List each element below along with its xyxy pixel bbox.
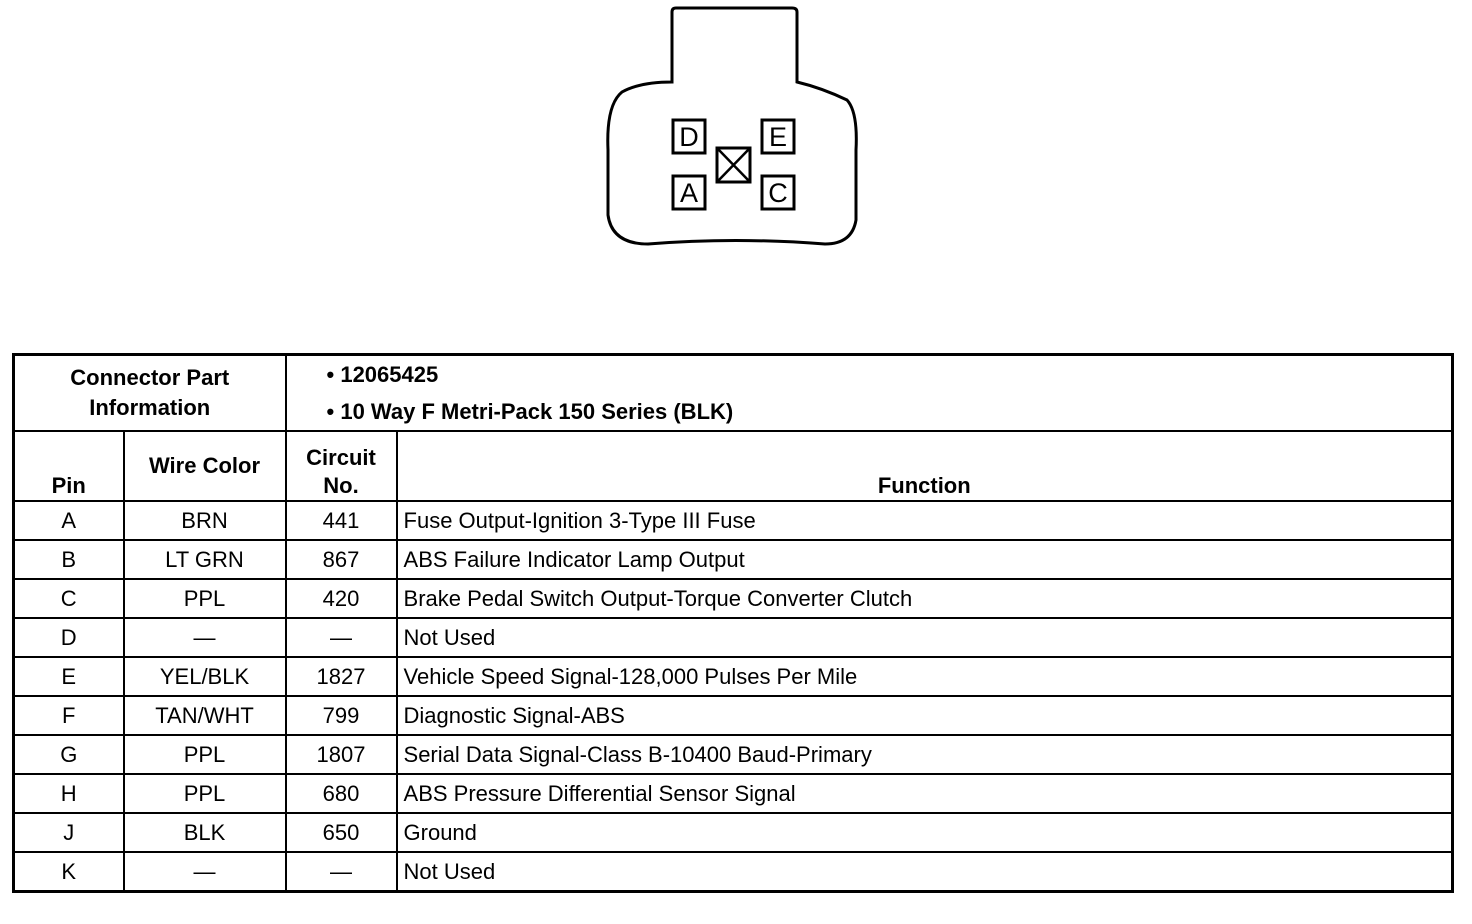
table-row [14, 813, 1453, 852]
table-row [14, 852, 1453, 892]
function-cell: Vehicle Speed Signal-128,000 Pulses Per Mile [397, 657, 1453, 696]
circuit-cell: 1827 [286, 657, 397, 696]
wire-color-cell: — [124, 852, 286, 892]
circuit-cell: 680 [286, 774, 397, 813]
pin-rows [14, 501, 1453, 892]
wire-color-cell: TAN/WHT [124, 696, 286, 735]
function-cell: Brake Pedal Switch Output-Torque Converter Clutch [397, 579, 1453, 618]
pin-label-d: D [679, 122, 699, 152]
wire-color-cell: YEL/BLK [124, 657, 286, 696]
header-wire-color: Wire Color [124, 431, 286, 501]
connector-diagram [0, 0, 1472, 300]
pin-cell: J [14, 813, 124, 852]
pin-label-c: C [768, 178, 788, 208]
circuit-cell: 1807 [286, 735, 397, 774]
connector-outline [608, 8, 857, 244]
header-circuit: Circuit No. [286, 431, 397, 501]
pin-cavity-e [762, 120, 794, 153]
function-cell: Not Used [397, 618, 1453, 657]
circuit-cell: 420 [286, 579, 397, 618]
part-info-row [14, 355, 1453, 432]
table-row [14, 735, 1453, 774]
circuit-cell: 650 [286, 813, 397, 852]
function-cell: Diagnostic Signal-ABS [397, 696, 1453, 735]
table-row [14, 657, 1453, 696]
table-row [14, 579, 1453, 618]
connector-description: • 10 Way F Metri-Pack 150 Series (BLK) [326, 399, 734, 424]
part-number: • 12065425 [326, 362, 439, 387]
pin-cell: F [14, 696, 124, 735]
pin-label-a: A [679, 178, 699, 208]
table-row [14, 618, 1453, 657]
header-row [14, 431, 1453, 501]
pinout-table [12, 353, 1454, 893]
circuit-cell: 441 [286, 501, 397, 540]
circuit-cell: — [286, 618, 397, 657]
pin-cell: E [14, 657, 124, 696]
part-info-list [286, 355, 1453, 432]
function-cell: Fuse Output-Ignition 3-Type III Fuse [397, 501, 1453, 540]
circuit-cell: 799 [286, 696, 397, 735]
function-cell: Serial Data Signal-Class B-10400 Baud-Primary [397, 735, 1453, 774]
part-info-label: Connector Part Information [14, 355, 286, 432]
wire-color-cell: — [124, 618, 286, 657]
wire-color-cell: LT GRN [124, 540, 286, 579]
pin-cell: H [14, 774, 124, 813]
wire-color-cell: PPL [124, 735, 286, 774]
pin-cell: A [14, 501, 124, 540]
blocked-cavity-icon [717, 148, 750, 182]
circuit-cell: 867 [286, 540, 397, 579]
pin-cell: G [14, 735, 124, 774]
wire-color-cell: PPL [124, 579, 286, 618]
pin-label-e: E [768, 122, 788, 152]
pin-cavity-a [673, 176, 705, 209]
header-function: Function [397, 431, 1453, 501]
pin-cell: B [14, 540, 124, 579]
wire-color-cell: BLK [124, 813, 286, 852]
table-row [14, 696, 1453, 735]
function-cell: ABS Failure Indicator Lamp Output [397, 540, 1453, 579]
pin-cell: C [14, 579, 124, 618]
function-cell: ABS Pressure Differential Sensor Signal [397, 774, 1453, 813]
pin-cell: D [14, 618, 124, 657]
header-pin: Pin [14, 431, 124, 501]
wire-color-cell: BRN [124, 501, 286, 540]
wire-color-cell: PPL [124, 774, 286, 813]
circuit-cell: — [286, 852, 397, 892]
pin-cavity-c [762, 176, 794, 209]
table-row [14, 501, 1453, 540]
function-cell: Not Used [397, 852, 1453, 892]
function-cell: Ground [397, 813, 1453, 852]
pin-cell: K [14, 852, 124, 892]
table-row [14, 774, 1453, 813]
table-row [14, 540, 1453, 579]
pin-cavity-d [673, 120, 705, 153]
